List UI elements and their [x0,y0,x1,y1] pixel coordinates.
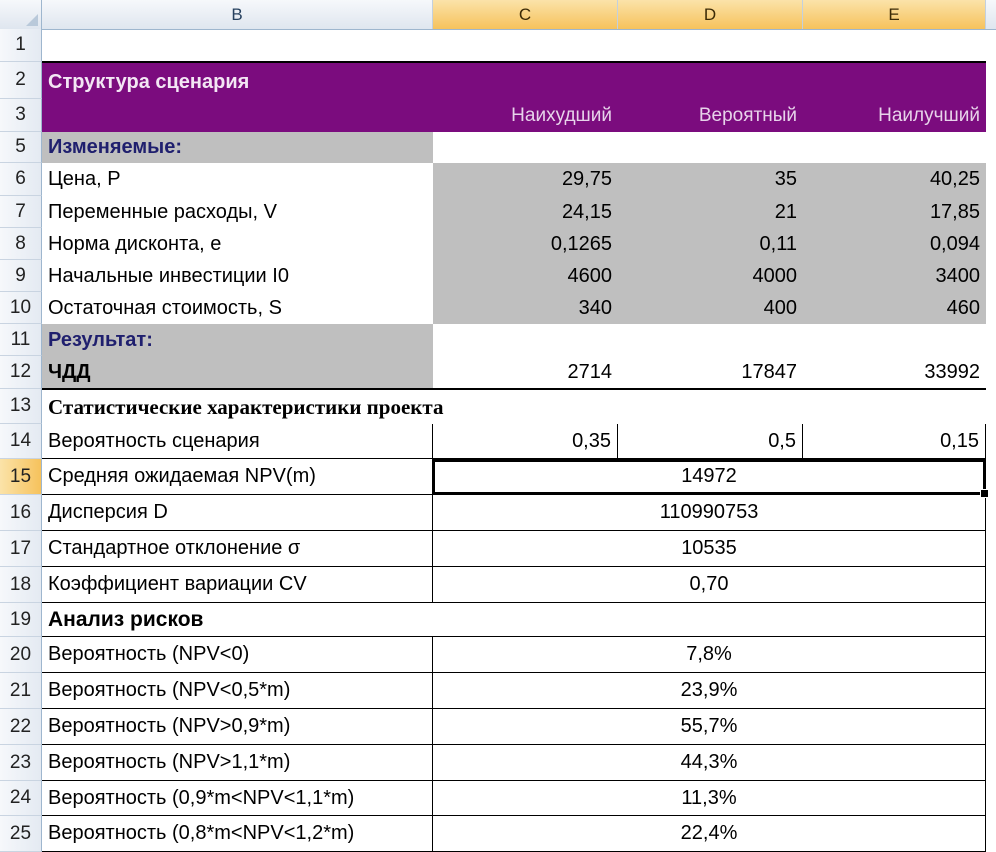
param-varcost-label[interactable]: Переменные расходы, V [48,200,277,223]
stat-cv-value[interactable]: 0,70 [433,567,986,603]
sheet-title[interactable]: Структура сценария [48,64,249,100]
header-probable[interactable]: Вероятный [698,104,797,126]
column-header-b[interactable]: B [42,0,433,29]
row-header-12[interactable]: 12 [0,356,42,389]
risk-value[interactable]: 44,3% [433,745,986,781]
probability-worst[interactable]: 0,35 [433,424,618,459]
row-header-21[interactable]: 21 [0,673,42,709]
param-price-label[interactable]: Цена, Р [48,168,121,190]
param-discount-best[interactable]: 0,094 [803,228,986,260]
select-all-corner[interactable] [0,0,42,29]
param-price-best[interactable]: 40,25 [803,163,986,196]
npv-probable[interactable]: 17847 [741,361,797,383]
row-header-25[interactable]: 25 [0,816,42,852]
param-residual-label[interactable]: Остаточная стоимость, S [48,296,282,319]
column-header-d[interactable]: D [618,0,803,29]
risk-label[interactable]: Вероятность (0,8*m<NPV<1,2*m) [42,816,433,852]
param-discount-label[interactable]: Норма дисконта, е [48,232,222,255]
row-header-17[interactable]: 17 [0,531,42,567]
stat-variance-value[interactable]: 110990753 [433,495,986,531]
header-worst[interactable]: Наихудший [511,104,612,126]
column-header-e[interactable]: E [803,0,986,29]
stat-variance-label[interactable]: Дисперсия D [42,495,433,531]
row-header-2[interactable]: 2 [0,62,42,99]
stats-title[interactable]: Статистические характеристики проекта [42,388,986,424]
param-residual-worst[interactable]: 340 [433,292,618,324]
row-header-3[interactable]: 3 [0,99,42,132]
row-header-8[interactable]: 8 [0,228,42,260]
risk-value[interactable]: 11,3% [433,781,986,816]
row-header-15[interactable]: 15 [0,459,42,495]
row-header-7[interactable]: 7 [0,196,42,228]
row-header-23[interactable]: 23 [0,745,42,781]
column-header-c[interactable]: C [433,0,618,29]
stat-mean-value[interactable]: 14972 [433,459,986,495]
probability-best[interactable]: 0,15 [803,424,986,459]
risk-label[interactable]: Вероятность (NPV>0,9*m) [42,709,433,745]
risk-label[interactable]: Вероятность (NPV>1,1*m) [42,745,433,781]
param-investment-best[interactable]: 3400 [803,260,986,292]
npv-label[interactable]: ЧДД [42,356,433,389]
risk-title[interactable]: Анализ рисков [42,603,986,637]
risk-value[interactable]: 55,7% [433,709,986,745]
column-header-bar [0,0,996,30]
probability-label[interactable]: Вероятность сценария [42,424,433,459]
stat-mean-label[interactable]: Средняя ожидаемая NPV(m) [42,459,433,495]
stat-cv-label[interactable]: Коэффициент вариации CV [42,567,433,603]
param-varcost-best[interactable]: 17,85 [803,196,986,228]
risk-label[interactable]: Вероятность (0,9*m<NPV<1,1*m) [42,781,433,816]
probability-probable[interactable]: 0,5 [618,424,803,459]
param-price-probable[interactable]: 35 [618,163,803,196]
param-discount-worst[interactable]: 0,1265 [433,228,618,260]
row-header-16[interactable]: 16 [0,495,42,531]
param-price-worst[interactable]: 29,75 [433,163,618,196]
npv-worst[interactable]: 2714 [567,361,612,383]
risk-label[interactable]: Вероятность (NPV<0,5*m) [42,673,433,709]
row-header-1[interactable]: 1 [0,29,42,62]
row-header-18[interactable]: 18 [0,567,42,603]
param-investment-worst[interactable]: 4600 [433,260,618,292]
header-best[interactable]: Наилучший [878,104,980,126]
param-varcost-probable[interactable]: 21 [618,196,803,228]
row-header-9[interactable]: 9 [0,260,42,292]
result-label[interactable]: Результат: [42,324,433,356]
npv-best[interactable]: 33992 [924,361,980,383]
row-header-6[interactable]: 6 [0,163,42,196]
row-header-10[interactable]: 10 [0,292,42,324]
row-header-20[interactable]: 20 [0,637,42,673]
param-residual-probable[interactable]: 400 [618,292,803,324]
stat-stddev-label[interactable]: Стандартное отклонение σ [42,531,433,567]
param-discount-probable[interactable]: 0,11 [618,228,803,260]
risk-value[interactable]: 23,9% [433,673,986,709]
risk-label[interactable]: Вероятность (NPV<0) [42,637,433,673]
row-header-19[interactable]: 19 [0,603,42,637]
param-varcost-worst[interactable]: 24,15 [433,196,618,228]
param-investment-probable[interactable]: 4000 [618,260,803,292]
risk-value[interactable]: 7,8% [433,637,986,673]
stat-stddev-value[interactable]: 10535 [433,531,986,567]
row-header-11[interactable]: 11 [0,324,42,356]
row-header-24[interactable]: 24 [0,781,42,816]
risk-value[interactable]: 22,4% [433,816,986,852]
row-header-14[interactable]: 14 [0,424,42,459]
row-header-22[interactable]: 22 [0,709,42,745]
row-header-13[interactable]: 13 [0,389,42,424]
changeable-label[interactable]: Изменяемые: [42,132,433,163]
param-residual-best[interactable]: 460 [803,292,986,324]
param-investment-label[interactable]: Начальные инвестиции I0 [48,264,289,287]
fill-handle[interactable] [980,489,989,498]
row-header-5[interactable]: 5 [0,132,42,163]
